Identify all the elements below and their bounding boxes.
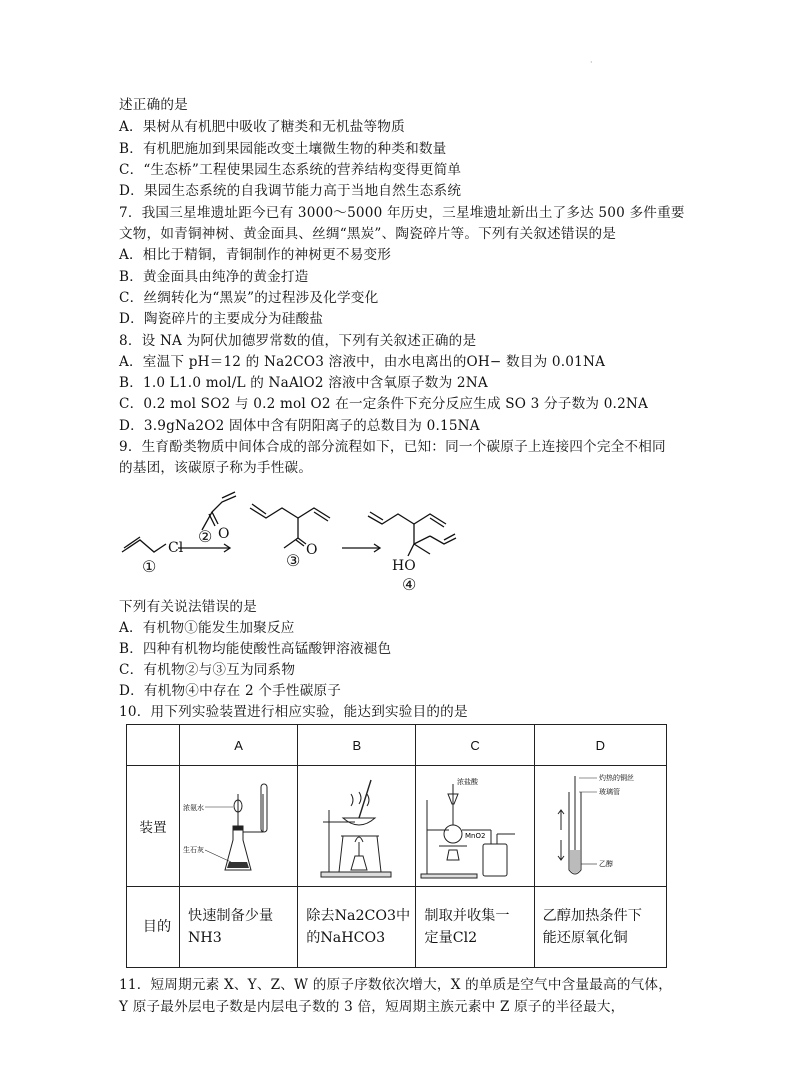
purpose-text: 快速制备少量 (188, 908, 274, 924)
option-line: D．果园生态系统的自我调节能力高于当地自然生态系统 (119, 183, 462, 199)
compound-4-label: ④ (402, 575, 417, 594)
purpose-text: 能还原氧化铜 (542, 930, 628, 946)
question-7: 7．我国三星堆遗址距今已有 3000～5000 年历史，三星堆遗址新出土了多达 500 多件重要 (119, 205, 685, 221)
ammonia-apparatus-figure (181, 770, 297, 882)
chlorine-apparatus-figure (417, 770, 533, 882)
purpose-text: NH3 (188, 930, 222, 946)
reagent-label: 浓盐酸 (457, 778, 478, 786)
purpose-text: 除去Na2CO3中 (306, 908, 411, 924)
purpose-text: 定量Cl2 (424, 930, 478, 946)
purpose-b (298, 887, 416, 968)
table-corner (127, 725, 180, 766)
text-line: 述正确的是 (119, 97, 188, 113)
reagent-label: 灼热的铜丝 (599, 774, 635, 782)
row-label-purpose: 目的 (127, 887, 180, 968)
question-9-cont: 的基团，该碳原子称为手性碳。 (119, 460, 313, 476)
apparatus-b (298, 766, 416, 887)
question-10: 10．用下列实验装置进行相应实验，能达到实验目的的是 (119, 704, 468, 720)
purpose-text: 的NaHCO3 (306, 930, 386, 946)
question-11: 11．短周期元素 X、Y、Z、W 的原子序数依次增大，X 的单质是空气中含量最高的气体， (119, 977, 672, 993)
oxygen-label: O (218, 526, 230, 542)
purpose-text: 制取并收集一 (424, 908, 510, 924)
question-11-cont: Y 原子最外层电子数是内层电子数的 3 倍，短周期主族元素中 Z 原子的半径最大， (119, 999, 625, 1015)
option-line: B．四种有机物均能使酸性高锰酸钾溶液褪色 (119, 641, 392, 657)
reagent-label: 浓氨水 (182, 804, 204, 812)
option-line: D．陶瓷碎片的主要成分为硅酸盐 (119, 311, 324, 327)
option-line: C．0.2 mol SO2 与 0.2 mol O2 在一定条件下充分反应生成 SO 3 分子数为 0.2NA (119, 396, 649, 412)
reagent-label: 乙醇 (599, 860, 614, 868)
option-line: A．室温下 pH＝12 的 Na2CO3 溶液中，由水电离出的OH− 数目为 0.01NA (119, 354, 606, 370)
option-line: A．有机物①能发生加聚反应 (119, 620, 295, 636)
header-d: D (534, 725, 666, 766)
option-line: D．3.9gNa2O2 固体中含有阴阳离子的总数目为 0.15NA (119, 418, 480, 434)
option-line: B．有机肥施加到果园能改变土壤微生物的种类和数量 (119, 141, 447, 157)
apparatus-a (180, 766, 298, 887)
option-line: A．果树从有机肥中吸收了糖类和无机盐等物质 (119, 119, 405, 135)
question-8: 8．设 NA 为阿伏加德罗常数的值，下列有关叙述正确的是 (119, 333, 477, 349)
chlorine-label: Cl (168, 540, 184, 556)
question-9: 9．生育酚类物质中间体合成的部分流程如下，已知：同一个碳原子上连接四个完全不相同 (119, 439, 666, 455)
reagent-label: 玻璃管 (599, 788, 621, 796)
option-line: C．丝绸转化为“黑炭”的过程涉及化学变化 (119, 290, 379, 306)
heating-apparatus-figure (299, 770, 415, 882)
compound-3-label: ③ (286, 551, 301, 570)
oxygen-label: O (306, 542, 318, 558)
option-line: C．有机物②与③互为同系物 (119, 662, 296, 678)
purpose-a (180, 887, 298, 968)
compound-1-label: ① (142, 557, 157, 576)
header-c: C (416, 725, 534, 766)
option-line: D．有机物④中存在 2 个手性碳原子 (119, 683, 342, 699)
header-b: B (298, 725, 416, 766)
purpose-d (534, 887, 666, 968)
option-line: C．“生态桥”工程使果园生态系统的营养结构变得更简单 (119, 162, 462, 178)
option-line: B．1.0 L1.0 mol/L 的 NaAlO2 溶液中含氧原子数为 2NA (119, 375, 488, 391)
reaction-scheme (118, 478, 488, 596)
option-line: B．黄金面具由纯净的黄金打造 (119, 269, 309, 285)
row-label-apparatus: 装置 (127, 766, 180, 887)
question-7-cont: 文物，如青铜神树、黄金面具、丝绸“黑炭”、陶瓷碎片等。下列有关叙述错误的是 (119, 226, 617, 242)
compound-2-label: ② (198, 527, 213, 546)
purpose-text: 乙醇加热条件下 (542, 908, 642, 924)
header-a: A (180, 725, 298, 766)
apparatus-table (126, 724, 667, 968)
apparatus-d (534, 766, 666, 887)
question-9-prompt: 下列有关说法错误的是 (119, 599, 257, 615)
stray-mark: · (590, 58, 593, 67)
hydroxyl-label: HO (392, 558, 416, 574)
option-line: A．相比于精铜，青铜制作的神树更不易变形 (119, 247, 392, 263)
apparatus-c (416, 766, 534, 887)
reagent-label: MnO2 (465, 832, 486, 840)
purpose-c (416, 887, 534, 968)
copper-wire-apparatus-figure (535, 770, 665, 882)
reagent-label: 生石灰 (182, 846, 204, 854)
